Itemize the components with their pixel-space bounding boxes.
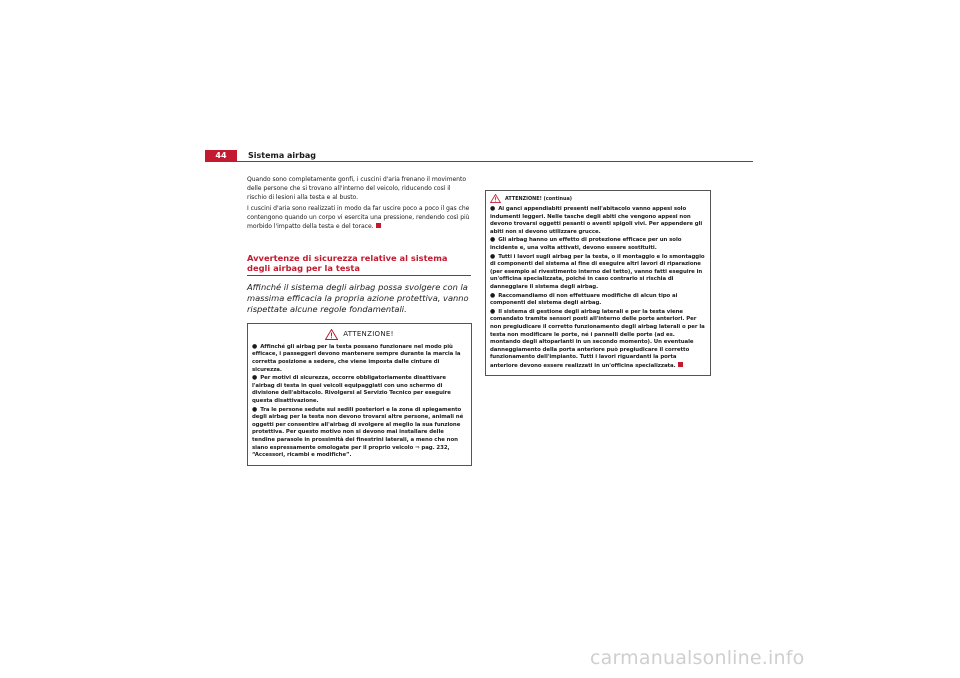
warning-item [490,205,706,236]
section-end-marker [376,223,381,228]
warning-item [490,308,706,371]
paragraph-text: I cuscini d'aria sono realizzati in modo da far uscire poco a poco il gas che contengono quando un corpo vi esercita una pressione, rendendo così più morbido l'impatto della testa e del torace. [247,205,470,230]
warning-body [248,343,471,465]
warning-item [252,343,467,374]
warning-item [490,292,706,308]
warning-title: ATTENZIONE! (continua) [505,195,573,202]
warning-item-text: Raccomandiamo di non effettuare modifiche di alcun tipo ai componenti del sistema degli airbag. [490,292,678,307]
bullet-icon: ● [490,307,496,315]
body-paragraph-1 [247,176,471,202]
header-divider [205,161,753,162]
intro-text: Affinché il sistema degli airbag possa svolgere con la massima efficacia la propria azione protettiva, vanno rispettate alcune regole fondamentali. [247,281,469,314]
bullet-icon: ● [490,205,496,212]
warning-item-text: Ai ganci appendiabiti presenti nell'abitacolo vanno appesi solo indumenti leggeri. Nelle tasche degli abiti che vengono appesi non devono trovarsi oggetti pesanti o aventi spigoli vivi. Per appendere gli abiti non si devono utilizzare grucce. [490,206,703,235]
body-paragraph-2 [247,205,471,231]
warning-item [490,236,706,252]
warning-item-text: Tra le persone sedute sui sedili posteriori e la zona di spiegamento degli airbag per la testa non devono trovarsi altre persone, animali né oggetti per consentire all'airbag di svolgere al meglio la sua funzione protettiva. Per questo motivo non si devono mai installare delle tendine parasole in prossimità dei finestrini laterali, a meno che non siano espressamente omologate per il proprio veicolo [252,406,464,451]
paragraph-text: Quando sono completamente gonfi, i cuscini d'aria frenano il movimento delle persone che si trovano all'interno del veicolo, riducendo così il rischio di lesioni alla testa e al busto. [247,176,467,201]
page-number: 44 [205,150,237,162]
warning-item-text: Gli airbag hanno un effetto di protezione efficace per un solo incidente e, una volta attivati, devono essere sostituiti. [490,237,682,251]
warning-box [247,323,472,466]
bullet-icon: ● [252,374,258,382]
warning-title: ATTENZIONE! [343,330,394,339]
warning-box-continued [485,190,711,376]
warning-triangle-icon [325,329,338,340]
warning-header [248,324,471,343]
bullet-icon: ● [490,236,496,244]
warning-item-text: Affinché gli airbag per la testa possano funzionare nel modo più efficace, i passeggeri devono mantenere sempre durante la marcia la corretta posizione a sedere, che viene imposta dalle cinture di sicurezza. [252,343,461,373]
warning-item-text: Tutti i lavori sugli airbag per la testa, o il montaggio e lo smontaggio di componenti del sistema al fine di eseguire altri lavori di riparazione (per esempio al rivestimento interno del tetto), vanno fatti eseguire in un'officina specializzata, poiché in caso contrario si rischia di danneggiare il sistema degli airbag. [490,253,705,290]
left-column [247,176,471,466]
arrow-right-icon: ⇒ [415,444,420,451]
bullet-icon: ● [490,252,496,260]
right-column [485,190,710,376]
warning-body [486,205,710,375]
section-title: Sistema airbag [248,151,316,160]
section-end-marker [678,362,683,367]
warning-item [252,406,467,460]
watermark: carmanualsonline.info [590,647,805,669]
warning-item-text: Per motivi di sicurezza, occorre obbligatoriamente disattivare l'airbag di testa in quei veicoli equipaggiati con uno schermo di divisione dell'abitacolo. Rivolgersi al Servizio Tecnico per eseguire questa disattivazione. [252,375,451,404]
warning-header [486,191,710,205]
warning-triangle-icon [490,194,501,203]
section-heading: Avvertenze di sicurezza relative al sistema degli airbag per la testa [247,253,471,276]
warning-item [252,374,467,405]
warning-item-text: Il sistema di gestione degli airbag laterali e per la testa viene comandato tramite sensori posti all'interno delle porte anteriori. Per non pregiudicare il corretto funzionamento degli airbag laterali o per la testa non modificare le porte, né i pannelli delle porte (ad es. montando degli altoparlanti in un secondo momento). Un eventuale danneggiamento della porta anteriore può pregiudicare il corretto funzionamento dell'impianto. Tutti i lavori riguardanti la porta anteriore devono essere realizzati in un'officina specializzata. [490,308,705,369]
bullet-icon: ● [252,342,258,350]
bullet-icon: ● [490,291,496,299]
bullet-icon: ● [252,405,258,413]
warning-item [490,253,706,292]
page-reference-link[interactable]: pag. 232, “Accessori, ricambi e modifiche”. [252,444,450,459]
